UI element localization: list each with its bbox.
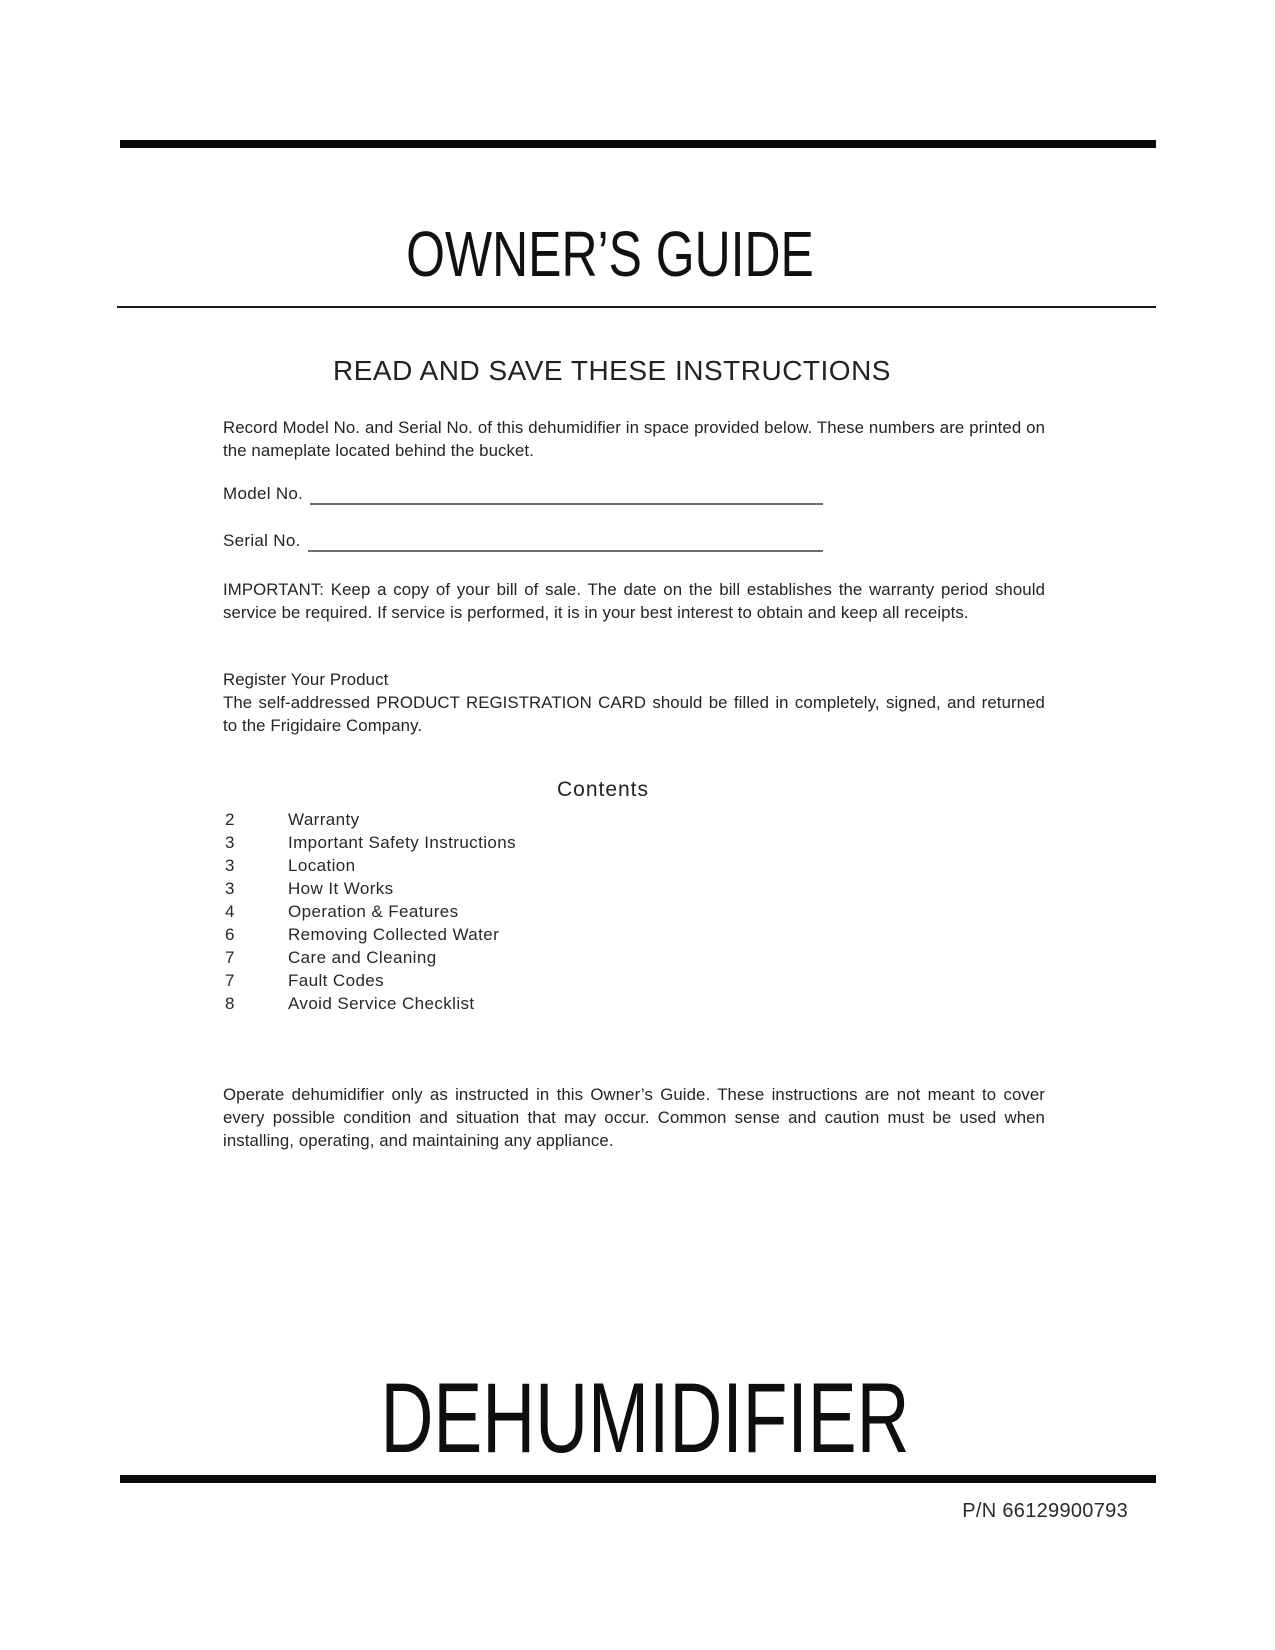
contents-page-number: 3: [225, 856, 235, 875]
operate-note-paragraph: Operate dehumidifier only as instructed in this Owner’s Guide. These instructions are not meant to cover every possible condition and situation that may occur. Common sense and caution must be used when installing, operating, and maintaining any appliance.: [223, 1085, 1045, 1150]
title-underline-rule: [117, 306, 1156, 308]
contents-item-title: Operation & Features: [288, 902, 459, 921]
contents-item-title: Important Safety Instructions: [288, 833, 516, 852]
model-number-label: Model No.: [223, 484, 304, 503]
contents-page-number: 7: [225, 948, 235, 967]
serial-number-row: [223, 531, 823, 552]
contents-row: [225, 854, 825, 877]
contents-row: [225, 923, 825, 946]
contents-item-title: How It Works: [288, 879, 394, 898]
page-title-text: OWNER’S GUIDE: [406, 218, 814, 290]
contents-item-title: Care and Cleaning: [288, 948, 437, 967]
important-paragraph: IMPORTANT: Keep a copy of your bill of sale. The date on the bill establishes the warranty period should service be required. If service is performed, it is in your best interest to obtain and keep all receipts.: [223, 580, 1045, 622]
contents-heading: Contents: [556, 778, 650, 801]
product-title: [288, 1362, 1003, 1473]
contents-page-number: 6: [225, 925, 235, 944]
intro-paragraph: Record Model No. and Serial No. of this dehumidifier in space provided below. These numbers are printed on the nameplate located behind the bucket.: [223, 418, 1045, 460]
contents-item-title: Fault Codes: [288, 971, 385, 990]
contents-page-number: 2: [225, 810, 235, 829]
contents-row: [225, 969, 825, 992]
contents-page-number: 3: [225, 833, 235, 852]
contents-page-number: 3: [225, 879, 235, 898]
contents-item-title: Location: [288, 856, 356, 875]
contents-page-number: 4: [225, 902, 235, 921]
page-title: [349, 218, 872, 290]
contents-row: [225, 831, 825, 854]
register-product-block: [223, 668, 1045, 737]
model-number-blank-line: [310, 484, 823, 505]
top-rule: [120, 140, 1156, 148]
read-and-save-heading: READ AND SAVE THESE INSTRUCTIONS: [333, 355, 891, 386]
bottom-rule: [120, 1475, 1156, 1483]
register-product-body: The self-addressed PRODUCT REGISTRATION CARD should be filled in completely, signed, and returned to the Frigidaire Company.: [223, 693, 1045, 735]
contents-page-number: 8: [225, 994, 235, 1013]
contents-row: [225, 808, 825, 831]
contents-row: [225, 946, 825, 969]
serial-number-label: Serial No.: [223, 531, 301, 550]
contents-row: [225, 877, 825, 900]
product-title-text: DEHUMIDIFIER: [380, 1362, 910, 1473]
serial-number-blank-line: [308, 531, 823, 552]
contents-row: [225, 992, 825, 1015]
contents-item-title: Warranty: [288, 810, 360, 829]
contents-list: [225, 808, 825, 1015]
contents-page-number: 7: [225, 971, 235, 990]
contents-row: [225, 900, 825, 923]
register-product-heading: Register Your Product: [223, 670, 389, 689]
part-number: P/N 66129900793: [962, 1500, 1128, 1522]
contents-item-title: Removing Collected Water: [288, 925, 500, 944]
contents-item-title: Avoid Service Checklist: [288, 994, 475, 1013]
model-number-row: [223, 484, 823, 505]
